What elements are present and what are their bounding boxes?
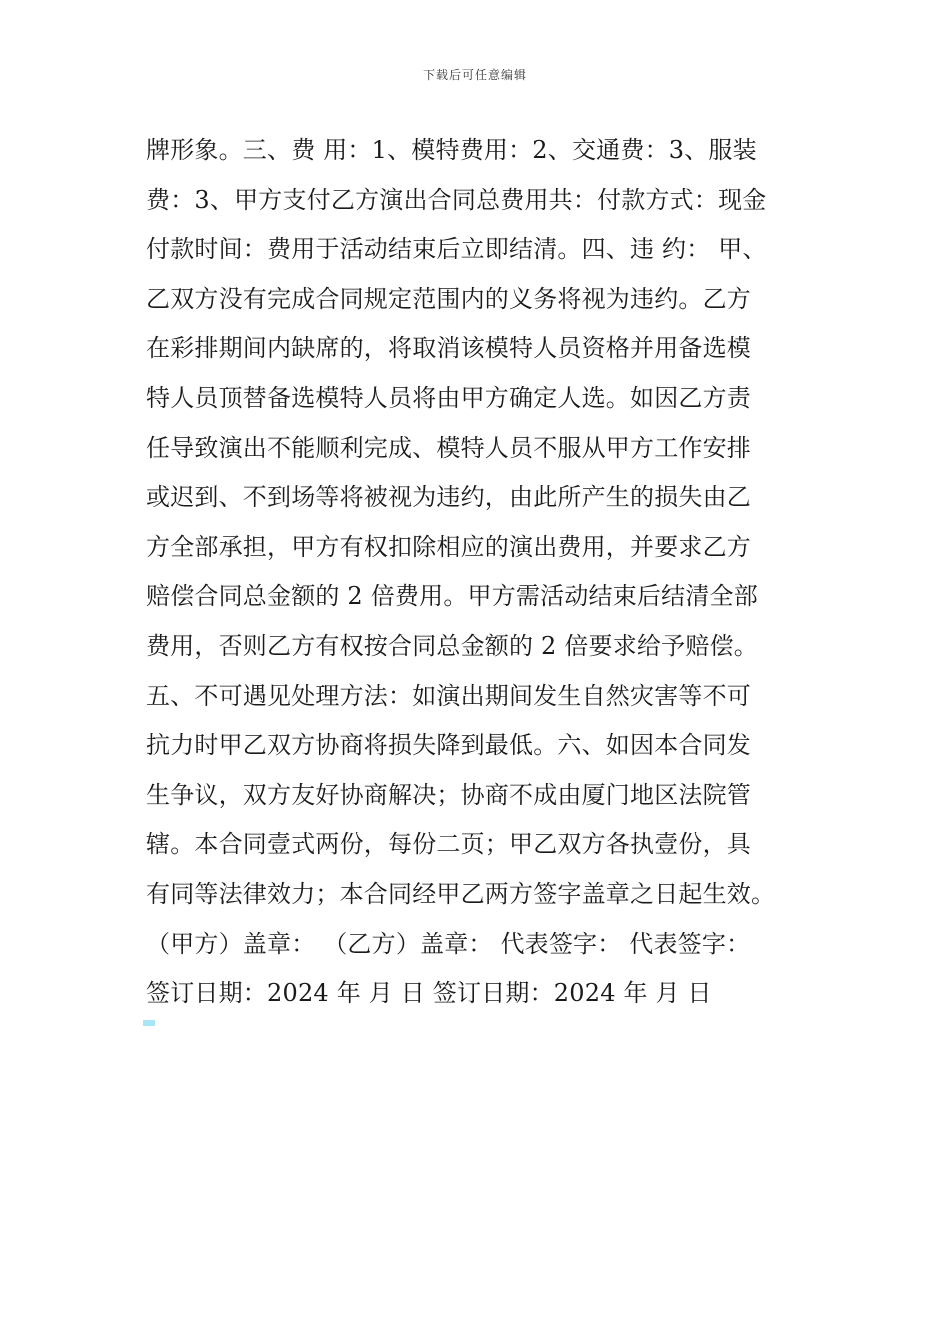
text-line: 五、不可遇见处理方法：如演出期间发生自然灾害等不可 — [146, 681, 751, 710]
text-line: 特人员顶替备选模特人员将由甲方确定人选。如因乙方责 — [146, 383, 751, 412]
text-line: 生争议，双方友好协商解决；协商不成由厦门地区法院管 — [146, 780, 751, 809]
text-cursor-mark — [143, 1020, 155, 1026]
text-line: 在彩排期间内缺席的，将取消该模特人员资格并用备选模 — [146, 334, 751, 363]
text-line: 有同等法律效力；本合同经甲乙两方签字盖章之日起生效。 — [146, 879, 776, 908]
text-line: 辖。本合同壹式两份，每份二页；甲乙双方各执壹份，具 — [146, 830, 751, 859]
text-line: 乙双方没有完成合同规定范围内的义务将视为违约。乙方 — [146, 284, 751, 313]
contract-body-text — [146, 126, 806, 1019]
date-line: 签订日期：2024 年 月 日 签订日期：2024 年 月 日 — [146, 979, 712, 1008]
page-header-note: 下载后可任意编辑 — [422, 68, 527, 82]
text-line: 费用，否则乙方有权按合同总金额的 2 倍要求给予赔偿。 — [146, 631, 758, 660]
text-line: 任导致演出不能顺利完成、模特人员不服从甲方工作安排 — [146, 433, 751, 462]
text-line: 费：3、甲方支付乙方演出合同总费用共：付款方式：现金 — [146, 185, 767, 214]
text-line: 抗力时甲乙双方协商将损失降到最低。六、如因本合同发 — [146, 731, 751, 760]
text-line: 或迟到、不到场等将被视为违约，由此所产生的损失由乙 — [146, 483, 751, 512]
text-line: 赔偿合同总金额的 2 倍费用。甲方需活动结束后结清全部 — [146, 582, 758, 611]
text-line: 付款时间：费用于活动结束后立即结清。四、违 约： 甲、 — [146, 235, 767, 264]
text-line: 牌形象。三、费 用：1、模特费用：2、交通费：3、服装 — [146, 136, 757, 164]
text-line: 方全部承担，甲方有权扣除相应的演出费用，并要求乙方 — [146, 532, 751, 561]
signature-line: （甲方）盖章： （乙方）盖章： 代表签字： 代表签字： — [146, 929, 751, 958]
